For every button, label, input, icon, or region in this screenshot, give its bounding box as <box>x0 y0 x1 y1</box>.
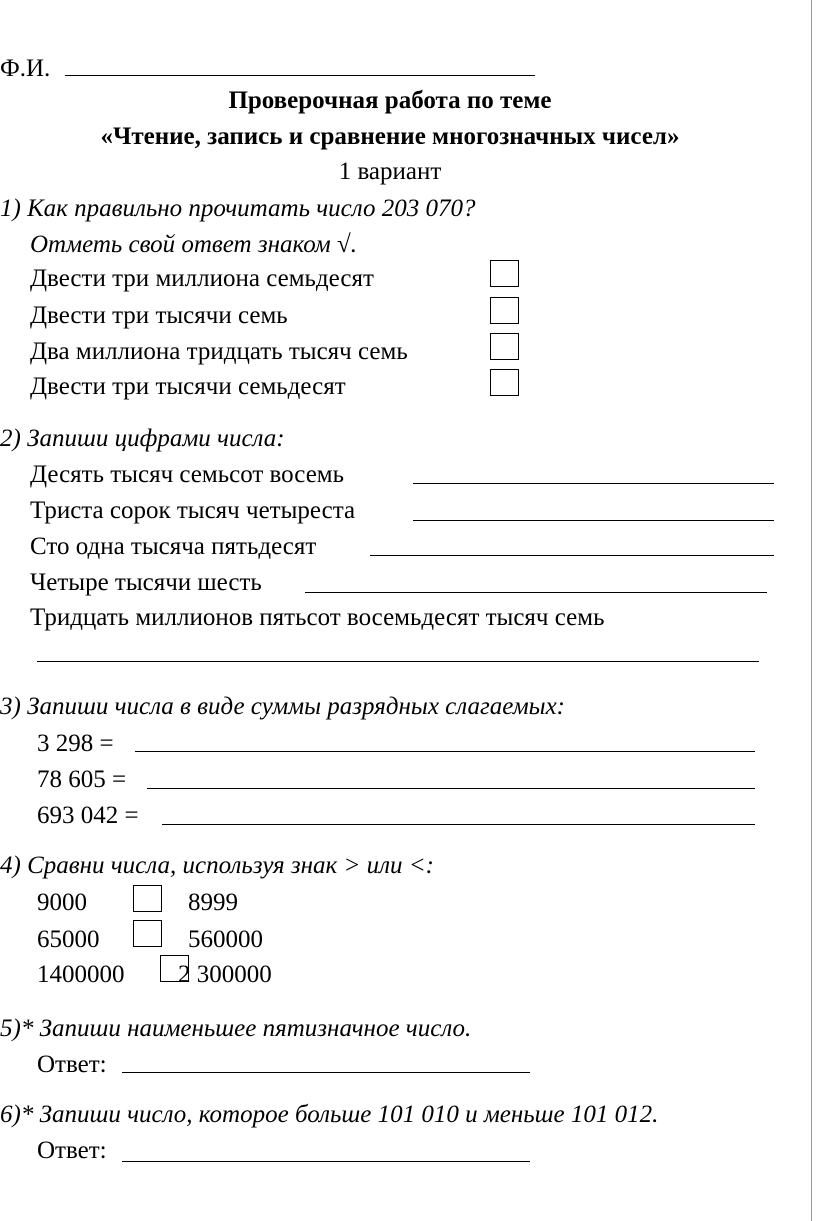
task3-question: 3) Запиши числа в виде суммы разрядных слагаемых: <box>0 693 566 720</box>
task1-option-2-checkbox[interactable] <box>490 297 519 324</box>
fio-label: Ф.И. <box>0 55 51 82</box>
task4-question: 4) Сравни числа, используя знак > или <: <box>0 852 434 879</box>
task3-item-3: 693 042 = <box>37 802 139 829</box>
page-edge-line <box>811 0 812 1221</box>
task1-question: 1) Как правильно прочитать число 203 070? <box>0 195 476 222</box>
fio-input-line[interactable] <box>65 75 535 76</box>
task2-answer-line-2[interactable] <box>413 520 774 521</box>
task6-answer-label: Ответ: <box>37 1137 107 1164</box>
task4-row-2-sign-box[interactable] <box>133 920 162 947</box>
task2-item-4: Четыре тысячи шесть <box>30 569 262 596</box>
task3-answer-line-1[interactable] <box>135 751 755 752</box>
task1-option-1: Двести три миллиона семьдесят <box>30 265 374 292</box>
task4-row-1-left: 9000 <box>37 889 87 916</box>
task2-question: 2) Запиши цифрами числа: <box>0 425 285 452</box>
task2-answer-line-3[interactable] <box>370 555 774 556</box>
task2-item-1: Десять тысяч семьсот восемь <box>30 461 345 488</box>
variant-label: 1 вариант <box>338 158 442 185</box>
task1-option-3: Два миллиона тридцать тысяч семь <box>30 338 408 365</box>
task4-row-1-sign-box[interactable] <box>133 885 162 912</box>
task4-row-2-right: 560000 <box>188 926 263 953</box>
task3-answer-line-2[interactable] <box>147 788 755 789</box>
task4-row-3-right: 2 300000 <box>178 961 272 988</box>
task3-answer-line-3[interactable] <box>162 824 755 825</box>
task3-item-1: 3 298 = <box>37 730 114 757</box>
task6-answer-line[interactable] <box>122 1161 530 1162</box>
task2-item-5: Тридцать миллионов пятьсот восемьдесят тысяч семь <box>30 604 605 631</box>
worksheet-title: Проверочная работа по теме <box>228 87 552 114</box>
task4-row-3-left: 1400000 <box>37 961 125 988</box>
worksheet-subtitle: «Чтение, запись и сравнение многозначных чисел» <box>100 123 680 150</box>
task3-item-2: 78 605 = <box>37 766 127 793</box>
task4-row-1-right: 8999 <box>188 889 238 916</box>
task1-instruction: Отметь свой ответ знаком √. <box>30 231 357 258</box>
task5-question: 5)* Запиши наименьшее пятизначное число. <box>0 1015 472 1042</box>
task2-item-3: Сто одна тысяча пятьдесят <box>30 533 317 560</box>
task5-answer-line[interactable] <box>122 1072 530 1073</box>
task1-option-3-checkbox[interactable] <box>490 333 519 360</box>
task1-option-4-checkbox[interactable] <box>490 369 519 396</box>
task1-option-1-checkbox[interactable] <box>490 260 519 287</box>
task5-answer-label: Ответ: <box>37 1051 107 1078</box>
task2-answer-line-1[interactable] <box>413 483 774 484</box>
task6-question: 6)* Запиши число, которое больше 101 010 и меньше 101 012. <box>0 1101 659 1128</box>
task2-answer-line-5[interactable] <box>37 661 759 662</box>
task1-option-2: Двести три тысячи семь <box>30 302 288 329</box>
task2-answer-line-4[interactable] <box>305 592 767 593</box>
task4-row-2-left: 65000 <box>37 926 100 953</box>
task2-item-2: Триста сорок тысяч четыреста <box>30 497 356 524</box>
task1-option-4: Двести три тысячи семьдесят <box>30 373 346 400</box>
